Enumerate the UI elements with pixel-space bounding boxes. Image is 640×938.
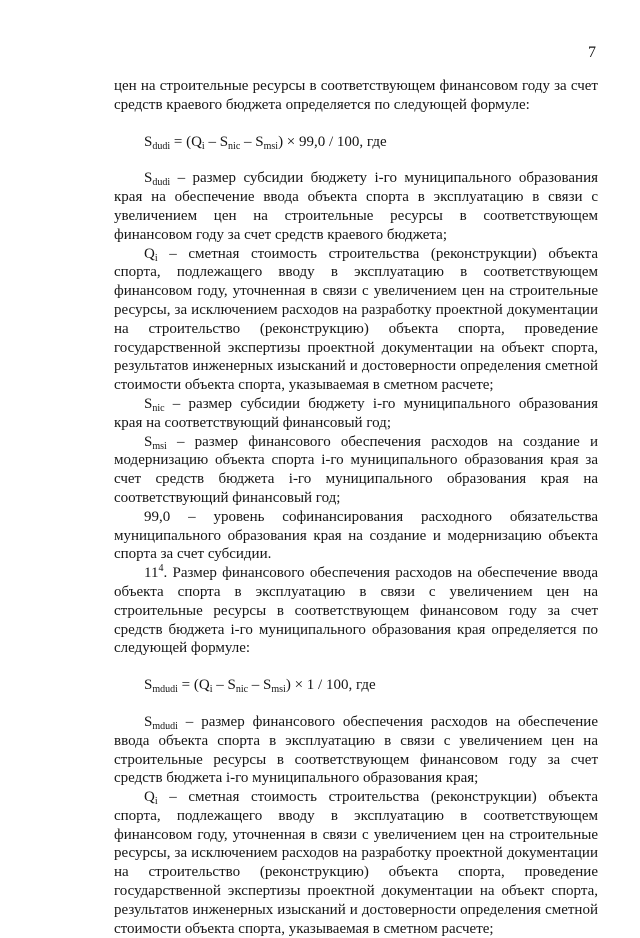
clause-11-4: $11^4$. Размер финансового обеспечения расходов на обеспечение ввода объекта спорта в эксплуатацию в связи с увеличением цен на строительные ресурсы в соответствующем финансовом году за счет средств бюджета i-го муниципального образования края определяется по следующей формуле:	[114, 563, 598, 657]
definition-cofinancing: 99,0 – уровень софинансирования расходного обязательства муниципального образования края на создание и модернизацию объекта спорта за счет субсидии.	[114, 508, 598, 563]
definition-qi-2: $Q_i$ – сметная стоимость строительства (реконструкции) объекта спорта, подлежащего вводу в эксплуатацию в соответствующем финансовом году, уточненная в связи с увеличением цен на строительные ресурсы, за исключением расходов на разработку проектной документации на строительство (реконструкцию) объекта спорта, проведение государственной экспертизы проектной документации на объект спорта, результатов инженерных изысканий и достоверности определения сметной стоимости объекта спорта, указываемая в сметном расчете;	[114, 789, 598, 937]
definition-snic: $S_{nic}$ – размер субсидии бюджету i-го муниципального образования края на соответствующий финансовый год;	[114, 395, 598, 431]
definition-smdudi: $S_{mdudi}$ – размер финансового обеспечения расходов на обеспечение ввода объекта спорта в эксплуатацию в связи с увеличением цен на строительные ресурсы в соответствующем финансовом году за счет средств бюджета i-го муниципального образования края;	[114, 713, 598, 787]
formula-subsidy: $S_{dudi} = (Q_i - S_{nic} - S_{msi}) \times 99,0 / 100$, где	[144, 133, 387, 152]
definition-sdudi: $S_{dudi}$ – размер субсидии бюджету i-го муниципального образования края на обеспечение ввода объекта спорта в эксплуатацию в связи с увеличением цен на строительные ресурсы в соответствующем финансовом году за счет средств краевого бюджета;	[114, 170, 598, 243]
document-body	[114, 77, 598, 938]
definition-qi: $Q_i$ – сметная стоимость строительства (реконструкции) объекта спорта, подлежащего вводу в эксплуатацию в соответствующем финансовом году, уточненная в связи с увеличением цен на строительные ресурсы, за исключением расходов на разработку проектной документации на строительство (реконструкцию) объекта спорта, проведение государственной экспертизы проектной документации на объект спорта, результатов инженерных изысканий и достоверности определения сметной стоимости объекта спорта, указываемая в сметном расчете;	[114, 245, 598, 394]
paragraph: цен на строительные ресурсы в соответствующем финансовом году за счет средств краевого бюджета определяется по следующей формуле:	[114, 78, 598, 113]
page-number: 7	[588, 44, 596, 61]
definition-smsi: $S_{msi}$ – размер финансового обеспечения расходов на создание и модернизацию объекта спорта i-го муниципального образования края за счет средств бюджета i-го муниципального образования края на соответствующий финансовый год;	[114, 433, 598, 506]
formula-municipal: $S_{mdudi} = (Q_i - S_{nic} - S_{msi}) \times 1 / 100$, где	[144, 677, 376, 696]
